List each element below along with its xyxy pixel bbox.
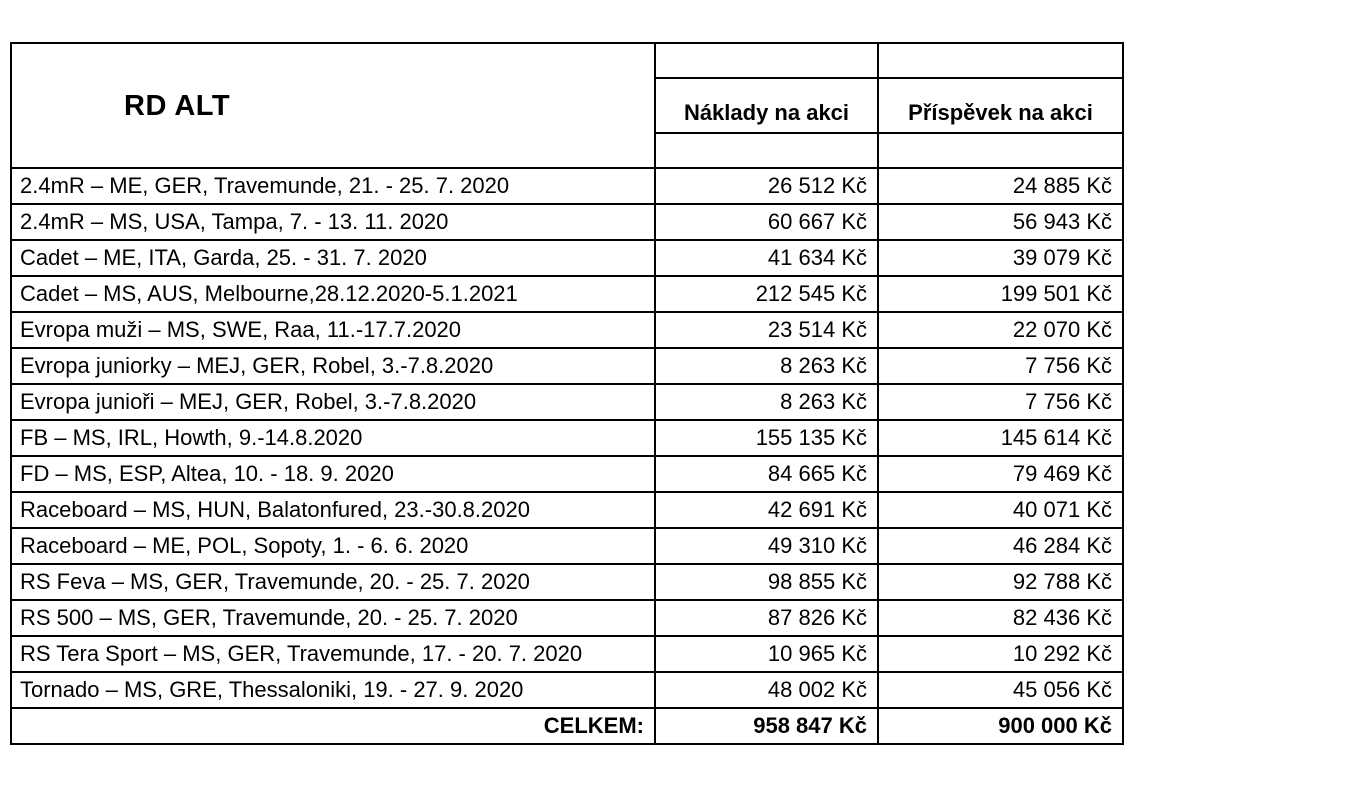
cost-cell: 84 665 Kč <box>655 456 878 492</box>
event-cell: 2.4mR – MS, USA, Tampa, 7. - 13. 11. 2020 <box>11 204 655 240</box>
table-row <box>11 276 1123 312</box>
table-row <box>11 168 1123 204</box>
table-row <box>11 456 1123 492</box>
total-label: CELKEM: <box>11 708 655 744</box>
cost-cell: 23 514 Kč <box>655 312 878 348</box>
contribution-cell: 45 056 Kč <box>878 672 1123 708</box>
cost-cell: 26 512 Kč <box>655 168 878 204</box>
event-cell: FB – MS, IRL, Howth, 9.-14.8.2020 <box>11 420 655 456</box>
cost-cell: 87 826 Kč <box>655 600 878 636</box>
cost-cell: 10 965 Kč <box>655 636 878 672</box>
cost-cell: 155 135 Kč <box>655 420 878 456</box>
contribution-cell: 145 614 Kč <box>878 420 1123 456</box>
event-cell: Raceboard – MS, HUN, Balatonfured, 23.-30.8.2020 <box>11 492 655 528</box>
table-row <box>11 348 1123 384</box>
event-cell: FD – MS, ESP, Altea, 10. - 18. 9. 2020 <box>11 456 655 492</box>
table-row <box>11 636 1123 672</box>
contribution-cell: 10 292 Kč <box>878 636 1123 672</box>
table-title: RD ALT <box>11 43 655 168</box>
event-cell: Tornado – MS, GRE, Thessaloniki, 19. - 27. 9. 2020 <box>11 672 655 708</box>
total-cost: 958 847 Kč <box>655 708 878 744</box>
cost-cell: 8 263 Kč <box>655 348 878 384</box>
event-cell: Cadet – ME, ITA, Garda, 25. - 31. 7. 2020 <box>11 240 655 276</box>
event-cell: RS Tera Sport – MS, GER, Travemunde, 17. - 20. 7. 2020 <box>11 636 655 672</box>
table-row <box>11 420 1123 456</box>
header-spacer-cost-bottom <box>655 133 878 168</box>
header-spacer-contribution-bottom <box>878 133 1123 168</box>
contribution-cell: 56 943 Kč <box>878 204 1123 240</box>
header-spacer-cost-top <box>655 43 878 78</box>
cost-cell: 49 310 Kč <box>655 528 878 564</box>
table-row <box>11 204 1123 240</box>
contribution-column-header: Příspěvek na akci <box>878 78 1123 133</box>
budget-table <box>10 42 1124 745</box>
contribution-cell: 40 071 Kč <box>878 492 1123 528</box>
cost-column-header: Náklady na akci <box>655 78 878 133</box>
contribution-cell: 199 501 Kč <box>878 276 1123 312</box>
cost-cell: 41 634 Kč <box>655 240 878 276</box>
contribution-cell: 7 756 Kč <box>878 348 1123 384</box>
cost-cell: 98 855 Kč <box>655 564 878 600</box>
table-row <box>11 240 1123 276</box>
contribution-cell: 92 788 Kč <box>878 564 1123 600</box>
header-row-top <box>11 43 1123 78</box>
contribution-cell: 24 885 Kč <box>878 168 1123 204</box>
event-cell: Raceboard – ME, POL, Sopoty, 1. - 6. 6. 2020 <box>11 528 655 564</box>
cost-cell: 48 002 Kč <box>655 672 878 708</box>
contribution-cell: 79 469 Kč <box>878 456 1123 492</box>
event-cell: Cadet – MS, AUS, Melbourne,28.12.2020-5.1.2021 <box>11 276 655 312</box>
total-row <box>11 708 1123 744</box>
event-cell: Evropa junioři – MEJ, GER, Robel, 3.-7.8.2020 <box>11 384 655 420</box>
event-cell: Evropa muži – MS, SWE, Raa, 11.-17.7.2020 <box>11 312 655 348</box>
table-row <box>11 600 1123 636</box>
contribution-cell: 46 284 Kč <box>878 528 1123 564</box>
cost-cell: 42 691 Kč <box>655 492 878 528</box>
table-row <box>11 672 1123 708</box>
header-spacer-contribution-top <box>878 43 1123 78</box>
event-cell: RS 500 – MS, GER, Travemunde, 20. - 25. 7. 2020 <box>11 600 655 636</box>
cost-cell: 60 667 Kč <box>655 204 878 240</box>
contribution-cell: 7 756 Kč <box>878 384 1123 420</box>
event-cell: RS Feva – MS, GER, Travemunde, 20. - 25. 7. 2020 <box>11 564 655 600</box>
cost-cell: 212 545 Kč <box>655 276 878 312</box>
cost-cell: 8 263 Kč <box>655 384 878 420</box>
contribution-cell: 22 070 Kč <box>878 312 1123 348</box>
table-row <box>11 528 1123 564</box>
table-row <box>11 312 1123 348</box>
contribution-cell: 82 436 Kč <box>878 600 1123 636</box>
table-row <box>11 384 1123 420</box>
event-cell: Evropa juniorky – MEJ, GER, Robel, 3.-7.8.2020 <box>11 348 655 384</box>
event-cell: 2.4mR – ME, GER, Travemunde, 21. - 25. 7. 2020 <box>11 168 655 204</box>
table-row <box>11 564 1123 600</box>
table-row <box>11 492 1123 528</box>
contribution-cell: 39 079 Kč <box>878 240 1123 276</box>
total-contribution: 900 000 Kč <box>878 708 1123 744</box>
